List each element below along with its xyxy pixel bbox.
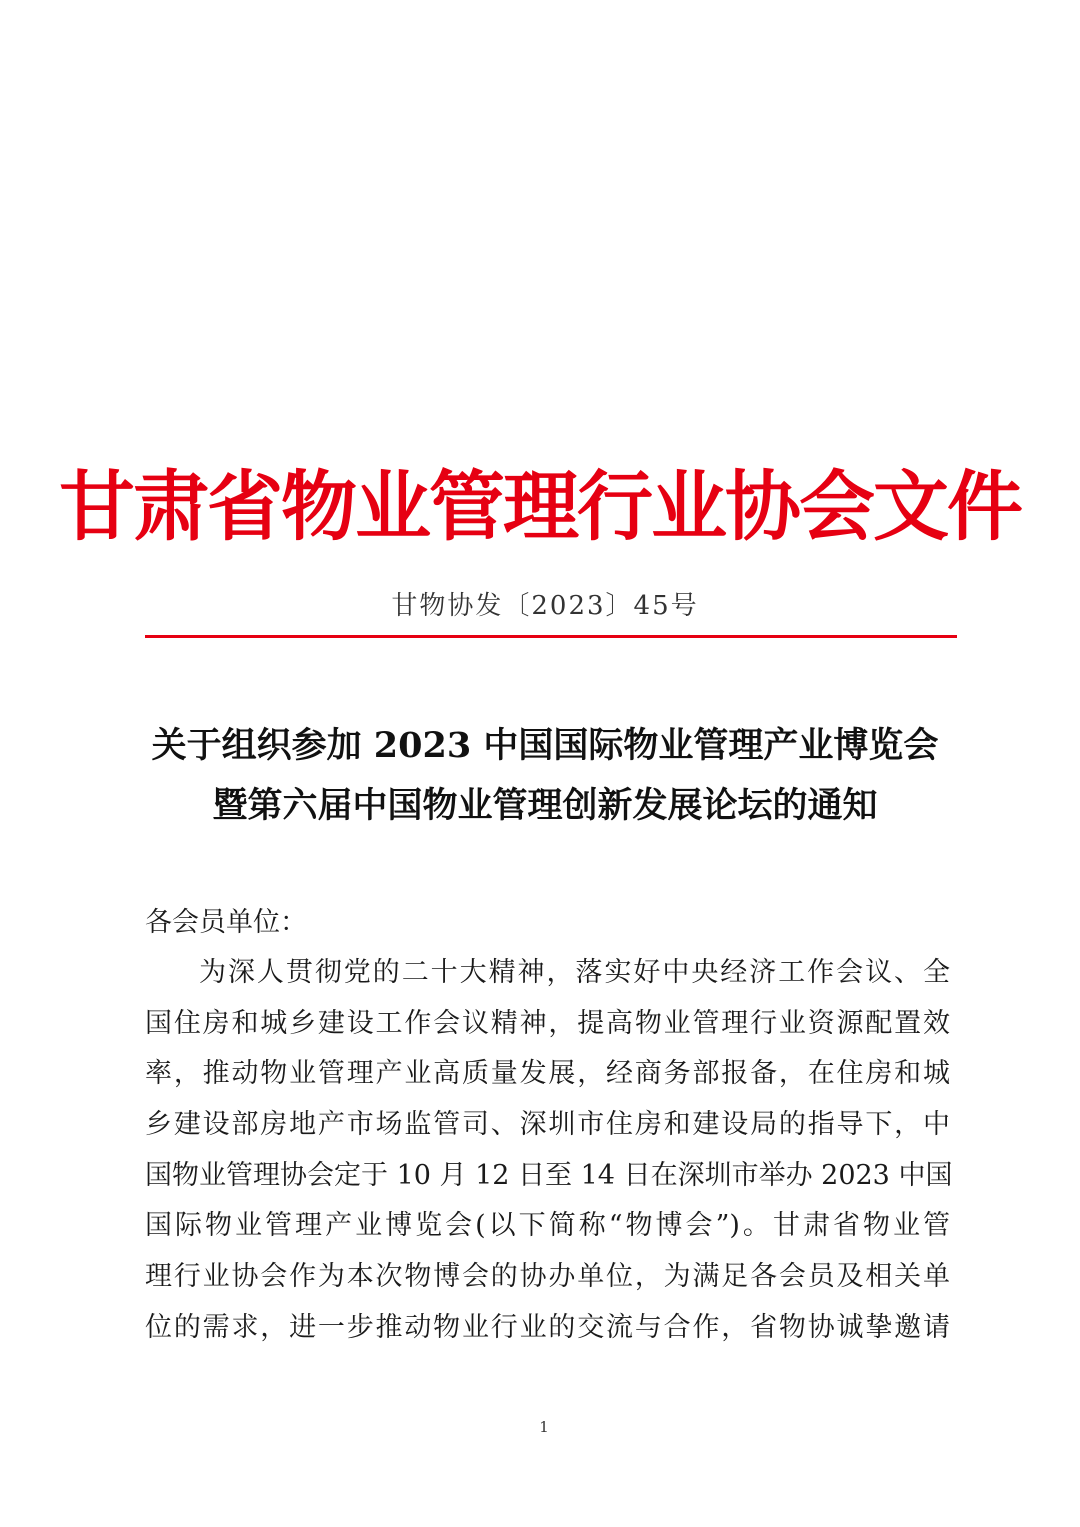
document-number: 甘物协发〔2023〕45号 [391, 591, 699, 621]
header-divider [145, 635, 957, 638]
notice-title-line: 关于组织参加 2023 中国国际物业管理产业博览会 [151, 725, 939, 766]
salutation: 各会员单位： [145, 907, 307, 938]
paragraph-line: 理行业协会作为本次物博会的协办单位，为满足各会员及相关单 [145, 1261, 950, 1293]
paragraph-line: 率，推动物业管理产业高质量发展，经商务部报备，在住房和城 [145, 1058, 950, 1090]
paragraph-line: 国住房和城乡建设工作会议精神，提高物业管理行业资源配置效 [145, 1007, 950, 1039]
page-number: 1 [539, 1418, 549, 1436]
notice-title [0, 716, 1080, 836]
paragraph-line: 国物业管理协会定于 10 月 12 日至 14 日在深圳市举办 2023 中国 [145, 1159, 953, 1191]
document-header-title: 甘肃省物业管理行业协会文件 [59, 462, 1021, 551]
paragraph-line: 为深人贯彻党的二十大精神，落实好中央经济工作会议、全 [199, 957, 950, 988]
notice-title-line: 暨第六届中国物业管理创新发展论坛的通知 [212, 785, 878, 826]
paragraph-line: 乡建设部房地产市场监管司、深圳市住房和建设局的指导下，中 [145, 1109, 950, 1141]
paragraph-line: 国际物业管理产业博览会(以下简称“物博会”)。甘肃省物业管 [145, 1210, 950, 1242]
paragraph-line: 位的需求，进一步推动物业行业的交流与合作，省物协诚挚邀请 [145, 1311, 950, 1343]
body-paragraph [145, 948, 953, 1354]
